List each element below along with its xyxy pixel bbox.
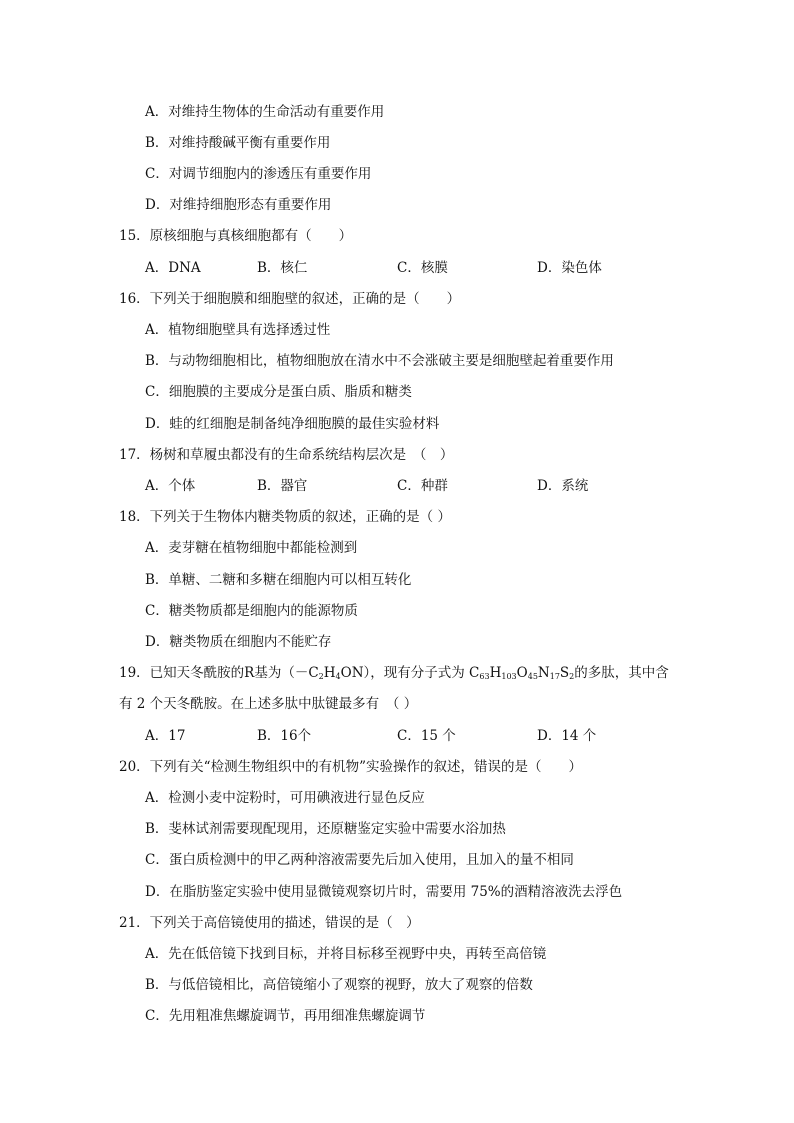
q18-option-a: A．麦芽糖在植物细胞中都能检测到 bbox=[145, 540, 358, 556]
q17-options-row bbox=[0, 476, 794, 496]
q19-formula1-sub1: 2 bbox=[318, 672, 324, 681]
q15-options-row bbox=[0, 258, 794, 278]
q19-formula2-sub5: 2 bbox=[569, 672, 575, 681]
q18-option-c: C．糖类物质都是细胞内的能源物质 bbox=[145, 603, 358, 619]
q15-option-c: C．核膜 bbox=[397, 260, 448, 276]
q20-option-a: A．检测小麦中淀粉时，可用碘液进行显色反应 bbox=[145, 790, 425, 806]
q14-option-a: A．对维持生物体的生命活动有重要作用 bbox=[145, 104, 385, 120]
q18-option-b: B．单糖、二糖和多糖在细胞内可以相互转化 bbox=[145, 572, 412, 588]
q19-formula2-sub4: 17 bbox=[549, 672, 560, 681]
q19-option-c: C．15 个 bbox=[397, 728, 456, 744]
q20-option-b: B．斐林试剂需要现配现用，还原糖鉴定实验中需要水浴加热 bbox=[145, 821, 506, 837]
q20-stem: 20．下列有关“检测生物组织中的有机物”实验操作的叙述，错误的是（ ） bbox=[119, 759, 582, 775]
q19-stem-line1 bbox=[119, 663, 669, 683]
q17-option-a: A．个体 bbox=[145, 478, 196, 494]
q14-option-c: C．对调节细胞内的渗透压有重要作用 bbox=[145, 166, 372, 182]
q16-option-b: B．与动物细胞相比，植物细胞放在清水中不会涨破主要是细胞壁起着重要作用 bbox=[145, 353, 614, 369]
q17-option-c: C．种群 bbox=[397, 478, 448, 494]
q19-options-row bbox=[0, 726, 794, 746]
q19-formula2-s: S bbox=[559, 665, 570, 681]
q21-option-a: A．先在低倍镜下找到目标，并将目标移至视野中央，再转至高倍镜 bbox=[145, 946, 547, 962]
q15-option-a: A．DNA bbox=[145, 260, 201, 276]
q19-formula2-sub1: 63 bbox=[479, 672, 490, 681]
q20-option-d: D．在脂肪鉴定实验中使用显微镜观察切片时，需要用 75%的酒精溶液洗去浮色 bbox=[145, 884, 623, 900]
q19-stem-end: 的多肽，其中含 bbox=[574, 665, 669, 681]
q15-option-b: B．核仁 bbox=[257, 260, 308, 276]
q19-formula2-n: N bbox=[537, 665, 550, 681]
q16-stem: 16．下列关于细胞膜和细胞壁的叙述，正确的是（ ） bbox=[119, 291, 461, 307]
q19-formula2-sub2: 103 bbox=[501, 672, 517, 681]
q19-formula1-h: H bbox=[323, 665, 336, 681]
q21-option-c: C．先用粗准焦螺旋调节，再用细准焦螺旋调节 bbox=[145, 1008, 426, 1024]
q19-formula2-o: O bbox=[516, 665, 528, 681]
q19-option-a: A．17 bbox=[145, 728, 186, 744]
q19-formula2-sub3: 45 bbox=[527, 672, 538, 681]
q19-formula2-h: H bbox=[489, 665, 502, 681]
q16-option-a: A．植物细胞壁具有选择透过性 bbox=[145, 322, 331, 338]
q21-stem: 21．下列关于高倍镜使用的描述，错误的是（ ） bbox=[119, 915, 420, 931]
q15-option-d: D．染色体 bbox=[537, 260, 602, 276]
q19-option-d: D．14 个 bbox=[537, 728, 597, 744]
q16-option-d: D．蛙的红细胞是制备纯净细胞膜的最佳实验材料 bbox=[145, 416, 440, 432]
q17-option-b: B．器官 bbox=[257, 478, 308, 494]
q16-option-c: C．细胞膜的主要成分是蛋白质、脂质和糖类 bbox=[145, 384, 412, 400]
q17-stem: 17．杨树和草履虫都没有的生命系统结构层次是 （ ） bbox=[119, 447, 454, 463]
q19-option-b: B．16个 bbox=[257, 728, 312, 744]
q21-option-b: B．与低倍镜相比，高倍镜缩小了观察的视野，放大了观察的倍数 bbox=[145, 977, 533, 993]
q14-option-d: D．对维持细胞形态有重要作用 bbox=[145, 197, 332, 213]
q19-formula1-sub2: 4 bbox=[335, 672, 341, 681]
q19-stem-line2: 有 2 个天冬酰胺。在上述多肽中肽键最多有 （ ） bbox=[119, 696, 418, 712]
q19-formula1-tail: ON），现有分子式为 C bbox=[340, 665, 480, 681]
q15-stem: 15．原核细胞与真核细胞都有（ ） bbox=[119, 228, 353, 244]
q20-option-c: C．蛋白质检测中的甲乙两种溶液需要先后加入使用，且加入的量不相同 bbox=[145, 852, 574, 868]
q19-stem-start: 19．已知天冬酰胺的R基为（－C bbox=[119, 665, 319, 681]
q14-option-b: B．对维持酸碱平衡有重要作用 bbox=[145, 135, 331, 151]
q18-option-d: D．糖类物质在细胞内不能贮存 bbox=[145, 634, 332, 650]
q17-option-d: D．系统 bbox=[537, 478, 589, 494]
q18-stem: 18．下列关于生物体内糖类物质的叙述，正确的是（ ） bbox=[119, 509, 451, 525]
